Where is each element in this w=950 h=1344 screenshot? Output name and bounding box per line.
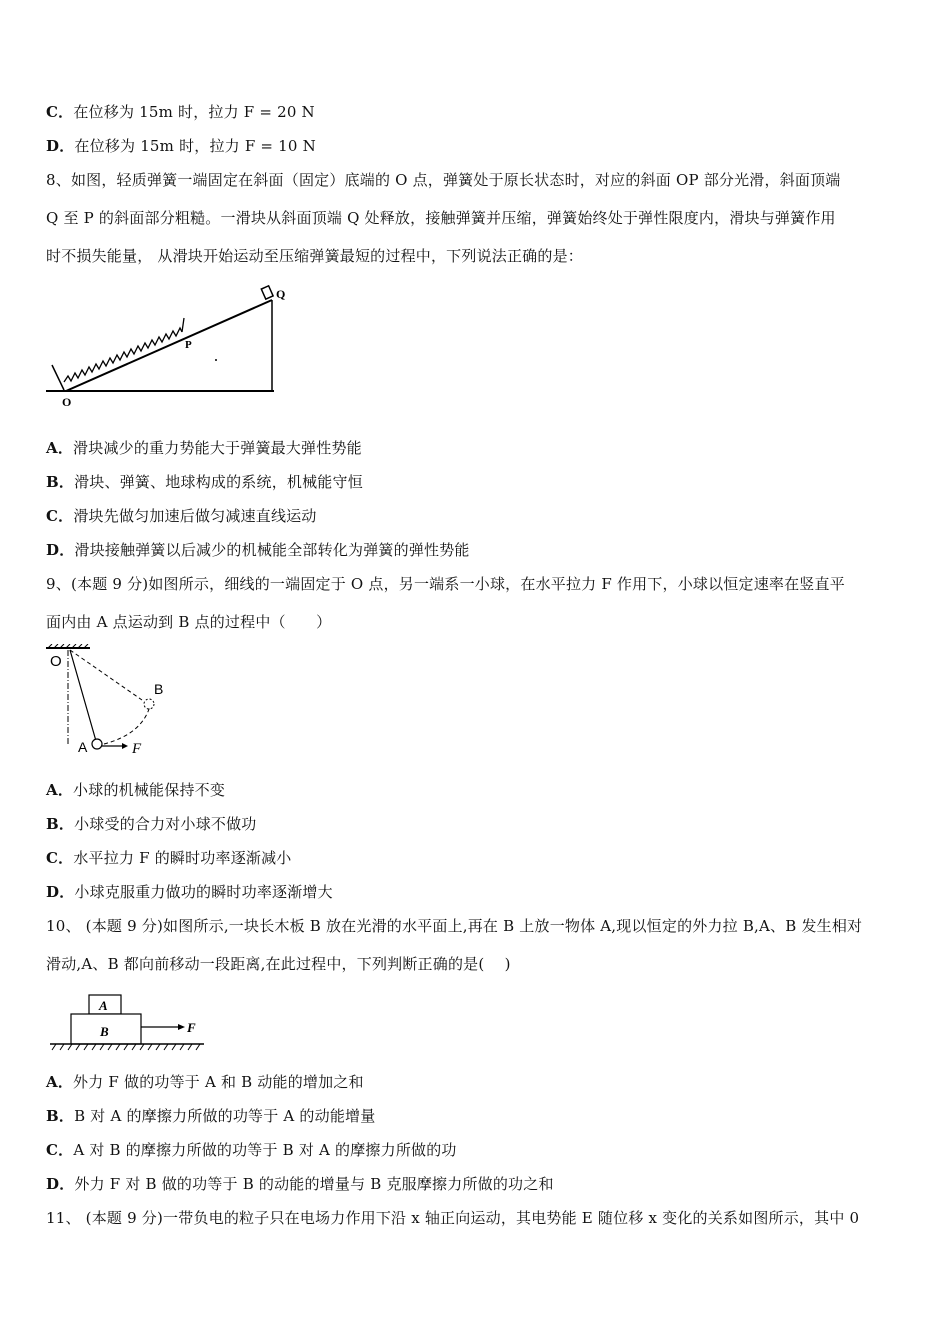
option-text: 小球受的合力对小球不做功 bbox=[74, 815, 257, 833]
option-label: C． bbox=[46, 507, 74, 525]
q10-option-d bbox=[46, 1174, 554, 1194]
q10-blocks-figure bbox=[44, 990, 214, 1052]
option-text: 水平拉力 F 的瞬时功率逐渐减小 bbox=[73, 849, 292, 867]
option-label: D． bbox=[46, 883, 75, 901]
q10-stem-line-1: 10、 (本题 9 分)如图所示,一块长木板 B 放在光滑的水平面上,再在 B 上放一物体 A,现以恒定的外力拉 B,A、B 发生相对 bbox=[46, 917, 863, 935]
option-text: 滑块先做匀加速后做匀减速直线运动 bbox=[73, 507, 317, 525]
option-text: 滑块接触弹簧以后减少的机械能全部转化为弹簧的弹性势能 bbox=[74, 541, 470, 559]
option-text: 在位移为 15m 时，拉力 F = 20 N bbox=[73, 103, 315, 121]
option-label: C． bbox=[46, 849, 74, 867]
label-f: F bbox=[187, 1020, 196, 1035]
q7-option-d bbox=[46, 136, 316, 156]
q8-stem-line-2: Q 至 P 的斜面部分粗糙。一滑块从斜面顶端 Q 处释放，接触弹簧并压缩，弹簧始终处于弹性限度内，滑块与弹簧作用 bbox=[46, 209, 836, 227]
option-text: 小球克服重力做功的瞬时功率逐渐增大 bbox=[74, 883, 333, 901]
option-text: 滑块减少的重力势能大于弹簧最大弹性势能 bbox=[73, 439, 362, 457]
q8-option-d bbox=[46, 540, 470, 560]
q9-option-c bbox=[46, 848, 292, 868]
label-o: O bbox=[50, 653, 62, 670]
q8-stem-line-1: 8、如图，轻质弹簧一端固定在斜面（固定）底端的 O 点，弹簧处于原长状态时，对应的斜面 OP 部分光滑，斜面顶端 bbox=[46, 171, 841, 189]
option-text: 滑块、弹簧、地球构成的系统，机械能守恒 bbox=[74, 473, 363, 491]
q9-option-b bbox=[46, 814, 257, 834]
option-label: A． bbox=[46, 781, 74, 799]
blocks-diagram bbox=[44, 990, 214, 1052]
q9-stem-line-2: 面内由 A 点运动到 B 点的过程中（ ） bbox=[46, 613, 332, 631]
option-text: 外力 F 做的功等于 A 和 B 动能的增加之和 bbox=[73, 1073, 364, 1091]
option-label: A． bbox=[46, 1073, 74, 1091]
option-label: B． bbox=[46, 1107, 75, 1125]
option-label: C． bbox=[46, 103, 74, 121]
option-text: B 对 A 的摩擦力所做的功等于 A 的动能增量 bbox=[74, 1107, 376, 1125]
option-label: A． bbox=[46, 439, 74, 457]
option-text: 外力 F 对 B 做的功等于 B 的动能的增量与 B 克服摩擦力所做的功之和 bbox=[74, 1175, 554, 1193]
q10-option-a bbox=[46, 1072, 364, 1092]
option-label: C． bbox=[46, 1141, 74, 1159]
label-b: B bbox=[154, 681, 164, 697]
label-p: P bbox=[185, 339, 192, 351]
option-label: D． bbox=[46, 1175, 75, 1193]
option-label: B． bbox=[46, 473, 75, 491]
q8-option-c bbox=[46, 506, 317, 526]
q9-option-a bbox=[46, 780, 225, 800]
q10-option-b bbox=[46, 1106, 375, 1126]
incline-diagram bbox=[44, 280, 294, 410]
label-a: A bbox=[99, 998, 108, 1013]
q11-stem-line-1: 11、 (本题 9 分)一带负电的粒子只在电场力作用下沿 x 轴正向运动，其电势能 E 随位移 x 变化的关系如图所示，其中 0 bbox=[46, 1209, 860, 1227]
option-text: A 对 B 的摩擦力所做的功等于 B 对 A 的摩擦力所做的功 bbox=[73, 1141, 457, 1159]
q9-option-d bbox=[46, 882, 333, 902]
label-b: B bbox=[100, 1024, 109, 1039]
q9-pendulum-figure bbox=[44, 644, 184, 762]
pendulum-diagram bbox=[44, 644, 184, 762]
option-text: 在位移为 15m 时，拉力 F = 10 N bbox=[74, 137, 316, 155]
q8-option-b bbox=[46, 472, 363, 492]
label-a: A bbox=[78, 739, 88, 755]
option-label: D． bbox=[46, 137, 75, 155]
q8-stem-line-3: 时不损失能量， 从滑块开始运动至压缩弹簧最短的过程中，下列说法正确的是： bbox=[46, 247, 583, 265]
option-text: 小球的机械能保持不变 bbox=[73, 781, 226, 799]
label-o: O bbox=[62, 395, 72, 409]
q7-option-c bbox=[46, 102, 315, 122]
q9-stem-line-1: 9、(本题 9 分)如图所示，细线的一端固定于 O 点，另一端系一小球，在水平拉力 F 作用下，小球以恒定速率在竖直平 bbox=[46, 575, 845, 593]
label-f: F bbox=[132, 741, 142, 757]
q10-option-c bbox=[46, 1140, 457, 1160]
label-q: Q bbox=[276, 287, 286, 301]
option-label: D． bbox=[46, 541, 75, 559]
option-label: B． bbox=[46, 815, 75, 833]
q8-option-a bbox=[46, 438, 362, 458]
q8-incline-spring-figure bbox=[44, 280, 294, 410]
q10-stem-line-2: 滑动,A、B 都向前移动一段距离,在此过程中，下列判断正确的是( ) bbox=[46, 955, 511, 973]
